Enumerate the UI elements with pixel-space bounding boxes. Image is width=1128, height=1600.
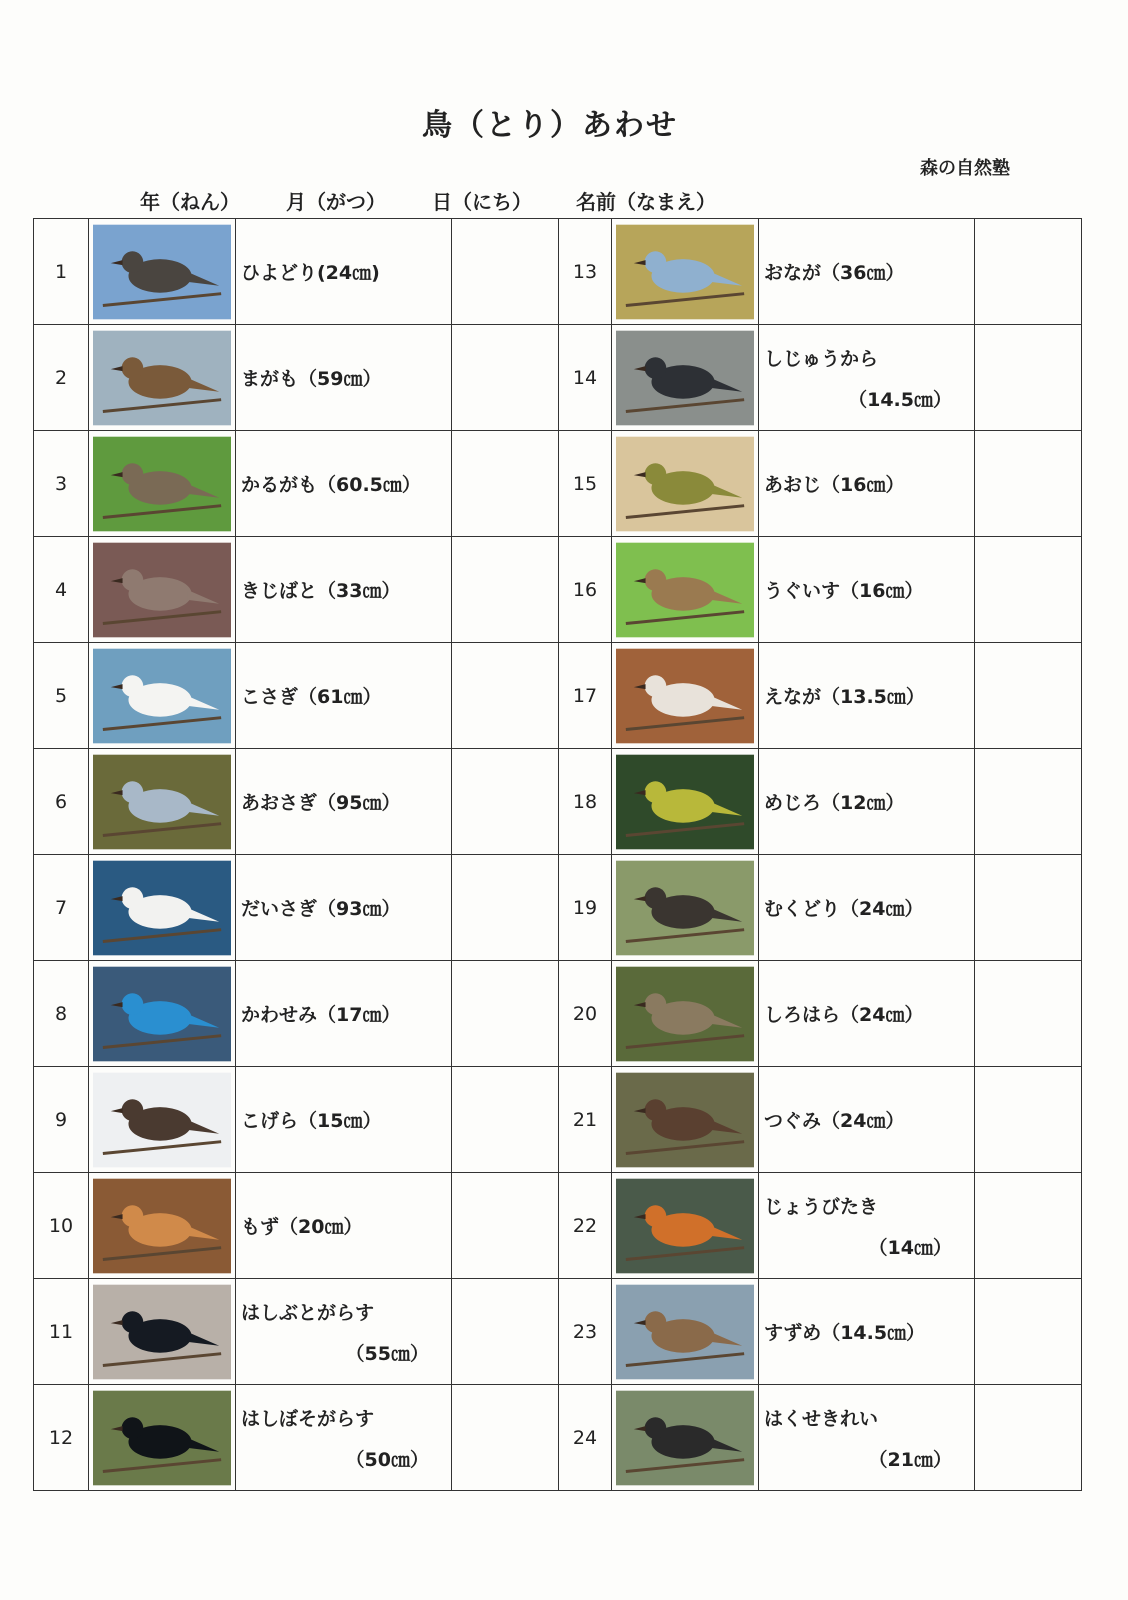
table-row	[34, 325, 1082, 431]
answer-box[interactable]	[975, 325, 1082, 431]
answer-box[interactable]	[975, 1067, 1082, 1173]
bird-photo-icon	[616, 542, 754, 638]
name-label: 名前（なまえ）	[576, 190, 716, 214]
month-label: 月（がつ）	[286, 190, 386, 214]
bird-name-cell	[759, 219, 975, 325]
bird-number: 17	[559, 643, 612, 749]
bird-number: 3	[34, 431, 89, 537]
bird-photo-cell	[612, 1385, 759, 1491]
bird-photo-icon	[93, 436, 231, 532]
answer-box[interactable]	[975, 749, 1082, 855]
bird-name-cell	[759, 643, 975, 749]
bird-name: かわせみ（17㎝）	[241, 1004, 401, 1026]
bird-photo-cell	[612, 1279, 759, 1385]
bird-name: しろはら（24㎝）	[764, 1004, 924, 1026]
bird-head	[645, 675, 667, 697]
bird-photo-cell	[89, 643, 236, 749]
bird-size: （50㎝）	[345, 1448, 429, 1471]
answer-box[interactable]	[975, 537, 1082, 643]
answer-box[interactable]	[452, 1173, 559, 1279]
answer-box[interactable]	[452, 855, 559, 961]
bird-photo-icon	[616, 754, 754, 850]
bird-name: あおじ（16㎝）	[764, 474, 905, 496]
bird-head	[645, 251, 667, 273]
bird-photo-cell	[89, 537, 236, 643]
bird-name-cell	[759, 1385, 975, 1491]
bird-head	[122, 1099, 144, 1121]
bird-photo-cell	[89, 961, 236, 1067]
bird-head	[122, 463, 144, 485]
bird-photo-cell	[612, 1173, 759, 1279]
bird-photo-icon	[616, 1178, 754, 1274]
bird-size: （55㎝）	[345, 1342, 429, 1365]
bird-number: 23	[559, 1279, 612, 1385]
bird-photo-cell	[89, 1173, 236, 1279]
bird-name: おなが（36㎝）	[764, 262, 905, 284]
bird-size: （14㎝）	[868, 1236, 952, 1259]
bird-photo-cell	[612, 749, 759, 855]
bird-name: むくどり（24㎝）	[764, 898, 924, 920]
bird-number: 9	[34, 1067, 89, 1173]
bird-size: （21㎝）	[868, 1448, 952, 1471]
table-row	[34, 1385, 1082, 1491]
bird-name-cell	[759, 855, 975, 961]
bird-head	[645, 1099, 667, 1121]
bird-head	[645, 781, 667, 803]
bird-name-cell	[759, 961, 975, 1067]
bird-photo-cell	[89, 1385, 236, 1491]
organization-label: 森の自然塾	[920, 158, 1010, 179]
bird-name: まがも（59㎝）	[241, 368, 382, 390]
bird-name: ひよどり(24㎝)	[241, 262, 380, 284]
table-row	[34, 961, 1082, 1067]
bird-photo-icon	[93, 542, 231, 638]
bird-photo-icon	[93, 754, 231, 850]
bird-quiz-table	[33, 218, 1082, 1491]
table-row	[34, 855, 1082, 961]
bird-photo-icon	[93, 648, 231, 744]
bird-head	[645, 887, 667, 909]
bird-number: 10	[34, 1173, 89, 1279]
answer-box[interactable]	[452, 1067, 559, 1173]
bird-photo-icon	[616, 224, 754, 320]
table-row	[34, 749, 1082, 855]
answer-box[interactable]	[975, 855, 1082, 961]
bird-name-cell	[236, 1067, 452, 1173]
bird-photo-icon	[93, 860, 231, 956]
bird-head	[122, 357, 144, 379]
bird-photo-cell	[612, 219, 759, 325]
answer-box[interactable]	[975, 961, 1082, 1067]
bird-number: 4	[34, 537, 89, 643]
bird-photo-icon	[93, 330, 231, 426]
bird-number: 18	[559, 749, 612, 855]
bird-name: きじばと（33㎝）	[241, 580, 401, 602]
bird-head	[645, 1417, 667, 1439]
bird-photo-icon	[93, 1390, 231, 1486]
bird-name-cell	[759, 1173, 975, 1279]
bird-photo-cell	[89, 219, 236, 325]
bird-number: 16	[559, 537, 612, 643]
bird-head	[122, 675, 144, 697]
bird-photo-cell	[89, 325, 236, 431]
bird-number: 6	[34, 749, 89, 855]
bird-photo-cell	[612, 1067, 759, 1173]
bird-number: 19	[559, 855, 612, 961]
bird-photo-cell	[612, 855, 759, 961]
answer-box[interactable]	[452, 961, 559, 1067]
bird-name-cell	[759, 537, 975, 643]
bird-number: 12	[34, 1385, 89, 1491]
bird-name: すずめ（14.5㎝）	[764, 1322, 926, 1344]
bird-number: 11	[34, 1279, 89, 1385]
day-label: 日（にち）	[432, 190, 532, 214]
bird-head	[122, 1417, 144, 1439]
bird-number: 7	[34, 855, 89, 961]
bird-head	[645, 993, 667, 1015]
answer-box[interactable]	[975, 643, 1082, 749]
bird-name-cell	[236, 749, 452, 855]
table-row	[34, 643, 1082, 749]
bird-name: こげら（15㎝）	[241, 1110, 382, 1132]
bird-photo-icon	[93, 1178, 231, 1274]
bird-number: 20	[559, 961, 612, 1067]
bird-photo-cell	[89, 749, 236, 855]
bird-number: 13	[559, 219, 612, 325]
table-row	[34, 1067, 1082, 1173]
bird-head	[645, 569, 667, 591]
bird-name: あおさぎ（95㎝）	[241, 792, 401, 814]
year-label: 年（ねん）	[140, 190, 240, 214]
bird-number: 21	[559, 1067, 612, 1173]
bird-name-cell	[759, 325, 975, 431]
bird-name-cell	[236, 643, 452, 749]
bird-name-cell	[236, 219, 452, 325]
answer-box[interactable]	[452, 1385, 559, 1491]
table-row	[34, 431, 1082, 537]
table-row	[34, 537, 1082, 643]
bird-photo-cell	[612, 537, 759, 643]
bird-name-cell	[236, 431, 452, 537]
bird-name: えなが（13.5㎝）	[764, 686, 925, 708]
answer-box[interactable]	[452, 1279, 559, 1385]
bird-photo-cell	[612, 961, 759, 1067]
bird-head	[122, 887, 144, 909]
answer-box[interactable]	[452, 537, 559, 643]
bird-name: だいさぎ（93㎝）	[241, 898, 401, 920]
answer-box[interactable]	[452, 643, 559, 749]
bird-head	[122, 569, 144, 591]
answer-box[interactable]	[975, 431, 1082, 537]
bird-name-cell	[236, 1173, 452, 1279]
answer-box[interactable]	[975, 219, 1082, 325]
bird-name: しじゅうから	[764, 347, 879, 370]
bird-name-cell	[236, 537, 452, 643]
answer-box[interactable]	[452, 431, 559, 537]
bird-photo-cell	[89, 1279, 236, 1385]
bird-head	[645, 463, 667, 485]
answer-box[interactable]	[452, 749, 559, 855]
bird-photo-cell	[89, 1067, 236, 1173]
bird-head	[122, 251, 144, 273]
bird-photo-icon	[93, 1284, 231, 1380]
bird-name-cell	[236, 325, 452, 431]
bird-name-cell	[236, 855, 452, 961]
bird-head	[122, 993, 144, 1015]
bird-name: こさぎ（61㎝）	[241, 686, 382, 708]
bird-name-cell	[759, 1279, 975, 1385]
bird-name-cell	[759, 749, 975, 855]
bird-photo-icon	[616, 330, 754, 426]
bird-head	[645, 357, 667, 379]
bird-name: めじろ（12㎝）	[764, 792, 905, 814]
bird-photo-icon	[93, 224, 231, 320]
bird-photo-icon	[616, 1284, 754, 1380]
bird-number: 1	[34, 219, 89, 325]
bird-photo-cell	[612, 431, 759, 537]
table-row	[34, 219, 1082, 325]
bird-name: はしぼそがらす	[241, 1407, 375, 1430]
bird-name: もず（20㎝）	[241, 1216, 363, 1238]
bird-head	[122, 1311, 144, 1333]
bird-number: 22	[559, 1173, 612, 1279]
bird-head	[122, 781, 144, 803]
answer-box[interactable]	[975, 1385, 1082, 1491]
bird-photo-icon	[616, 860, 754, 956]
bird-photo-cell	[89, 431, 236, 537]
bird-name-cell	[759, 431, 975, 537]
bird-name-cell	[236, 1385, 452, 1491]
bird-head	[645, 1311, 667, 1333]
bird-name: かるがも（60.5㎝）	[241, 474, 421, 496]
bird-name: はくせきれい	[764, 1407, 879, 1430]
bird-number: 14	[559, 325, 612, 431]
bird-photo-icon	[616, 1072, 754, 1168]
bird-photo-cell	[612, 325, 759, 431]
bird-photo-icon	[616, 648, 754, 744]
bird-name-cell	[236, 1279, 452, 1385]
bird-photo-icon	[616, 966, 754, 1062]
answer-box[interactable]	[975, 1173, 1082, 1279]
page-title: 鳥（とり）あわせ	[422, 108, 678, 143]
table-row	[34, 1279, 1082, 1385]
bird-name: はしぶとがらす	[241, 1301, 375, 1324]
bird-photo-icon	[616, 1390, 754, 1486]
bird-number: 15	[559, 431, 612, 537]
bird-photo-icon	[616, 436, 754, 532]
bird-number: 8	[34, 961, 89, 1067]
bird-photo-cell	[612, 643, 759, 749]
bird-name: うぐいす（16㎝）	[764, 580, 924, 602]
bird-name-cell	[759, 1067, 975, 1173]
bird-number: 24	[559, 1385, 612, 1491]
bird-head	[122, 1205, 144, 1227]
bird-name: つぐみ（24㎝）	[764, 1110, 905, 1132]
answer-box[interactable]	[452, 325, 559, 431]
bird-head	[645, 1205, 667, 1227]
bird-size: （14.5㎝）	[848, 388, 952, 411]
answer-box[interactable]	[975, 1279, 1082, 1385]
bird-name-cell	[236, 961, 452, 1067]
bird-name: じょうびたき	[764, 1195, 879, 1218]
bird-number: 5	[34, 643, 89, 749]
bird-photo-icon	[93, 966, 231, 1062]
bird-number: 2	[34, 325, 89, 431]
bird-photo-cell	[89, 855, 236, 961]
answer-box[interactable]	[452, 219, 559, 325]
table-row	[34, 1173, 1082, 1279]
bird-photo-icon	[93, 1072, 231, 1168]
